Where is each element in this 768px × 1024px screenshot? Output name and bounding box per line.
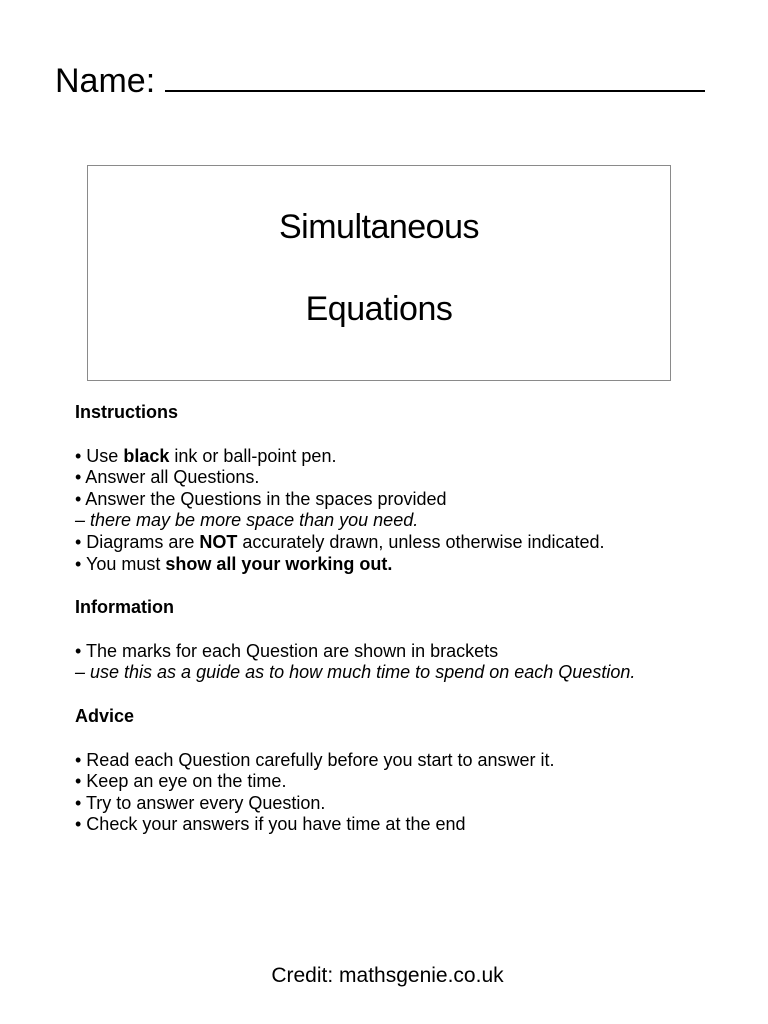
advice-heading: Advice (75, 705, 135, 726)
instruction-item-3-note: – there may be more space than you need. (75, 510, 419, 531)
name-field-row (55, 60, 705, 101)
name-blank-line[interactable] (165, 60, 705, 92)
instruction-item-2: • Answer all Questions. (75, 467, 260, 488)
instructions-content (75, 402, 755, 836)
instructions-heading: Instructions (75, 402, 179, 422)
credit-footer: Credit: mathsgenie.co.uk (271, 964, 504, 987)
name-label: Name: (55, 62, 156, 100)
advice-item-1: • Read each Question carefully before you start to answer it. (75, 749, 555, 770)
instruction-item-3: • Answer the Questions in the spaces provided (75, 488, 447, 509)
advice-item-2: • Keep an eye on the time. (75, 771, 287, 792)
information-item-1: • The marks for each Question are shown in brackets (75, 640, 499, 661)
advice-item-3: • Try to answer every Question. (75, 792, 326, 813)
title-line-2: Equations (305, 290, 453, 328)
instruction-item-4: • Diagrams are NOT accurately drawn, unless otherwise indicated. (75, 531, 605, 552)
information-item-1-note: – use this as a guide as to how much time to spend on each Question. (75, 662, 636, 683)
advice-item-4: • Check your answers if you have time at the end (75, 814, 466, 835)
information-heading: Information (75, 597, 174, 618)
instruction-item-1: • Use black ink or ball-point pen. (75, 445, 337, 466)
instruction-item-5: • You must show all your working out. (75, 553, 393, 574)
title-line-1: Simultaneous (278, 208, 479, 246)
title-box (87, 165, 671, 381)
